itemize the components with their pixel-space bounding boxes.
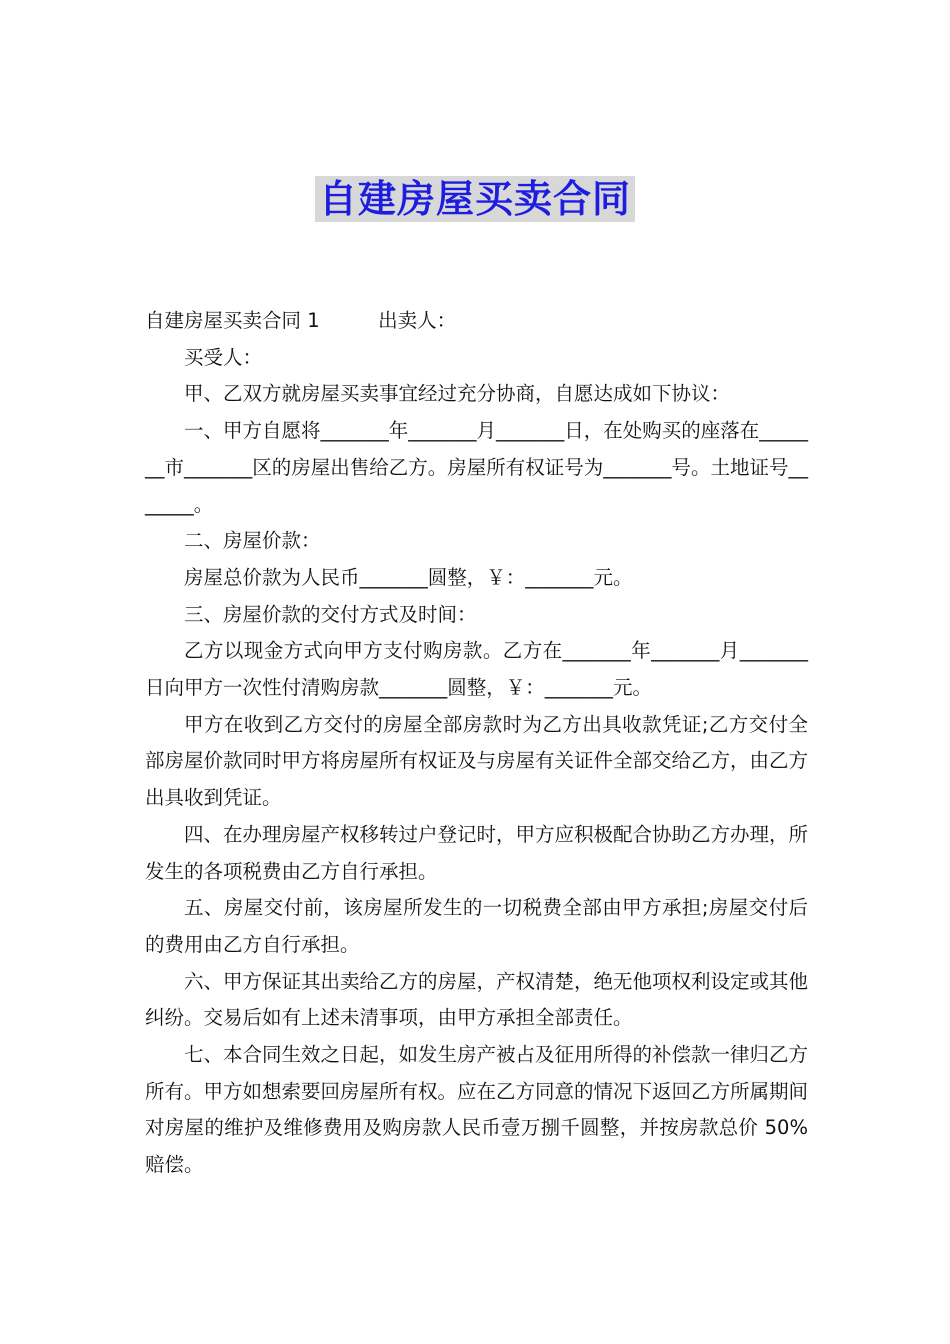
paragraph-clause-3-heading: 三、房屋价款的交付方式及时间：: [184, 602, 477, 626]
paragraph-clause-3-receipt: 甲方在收到乙方交付的房屋全部房款时为乙方出具收款凭证;乙方交付全部房屋价款同时甲方将房屋所有权证及与房屋有关证件全部交给乙方，由乙方出具收到凭证。: [145, 712, 809, 810]
paragraph-clause-7: 七、本合同生效之日起，如发生房产被占及征用所得的补偿款一律归乙方所有。甲方如想索要回房屋所有权。应在乙方同意的情况下返回乙方所属期间对房屋的维护及维修费用及购房款人民币壹万捌千圆整，并按房款总价 50%赔偿。: [145, 1043, 809, 1177]
document-title: 自建房屋买卖合同: [315, 176, 635, 222]
paragraph-clause-6: 六、甲方保证其出卖给乙方的房屋，产权清楚，绝无他项权利设定或其他纠纷。交易后如有上述未清事项，由甲方承担全部责任。: [145, 969, 809, 1030]
paragraph-clause-4: 四、在办理房屋产权移转过户登记时，甲方应积极配合协助乙方办理，所发生的各项税费由乙方自行承担。: [145, 822, 809, 883]
paragraph-clause-2-heading: 二、房屋价款：: [184, 529, 321, 553]
first-line-heading: 自建房屋买卖合同 1: [145, 309, 320, 332]
title-container: [0, 176, 950, 222]
first-line: [145, 303, 808, 340]
seller-label: 出卖人：: [378, 309, 457, 332]
paragraph-intro: 甲、乙双方就房屋买卖事宜经过充分协商，自愿达成如下协议：: [184, 382, 731, 406]
paragraph-clause-1: 一、甲方自愿将_______年_______月_______日，在处购买的座落在_______市_______区的房屋出售给乙方。房屋所有权证号为_______号。土地证号_______。: [145, 419, 809, 516]
paragraph-clause-3-body: 乙方以现金方式向甲方支付购房款。乙方在_______年_______月_______日向甲方一次性付清购房款_______圆整，￥：_______元。: [145, 639, 808, 700]
paragraph-clause-5: 五、房屋交付前，该房屋所发生的一切税费全部由甲方承担;房屋交付后的费用由乙方自行承担。: [145, 896, 808, 956]
paragraph-buyer: 买受人：: [184, 345, 263, 369]
paragraph-clause-2-body: 房屋总价款为人民币_______圆整，￥：_______元。: [184, 565, 633, 589]
document-body: [145, 303, 808, 1184]
